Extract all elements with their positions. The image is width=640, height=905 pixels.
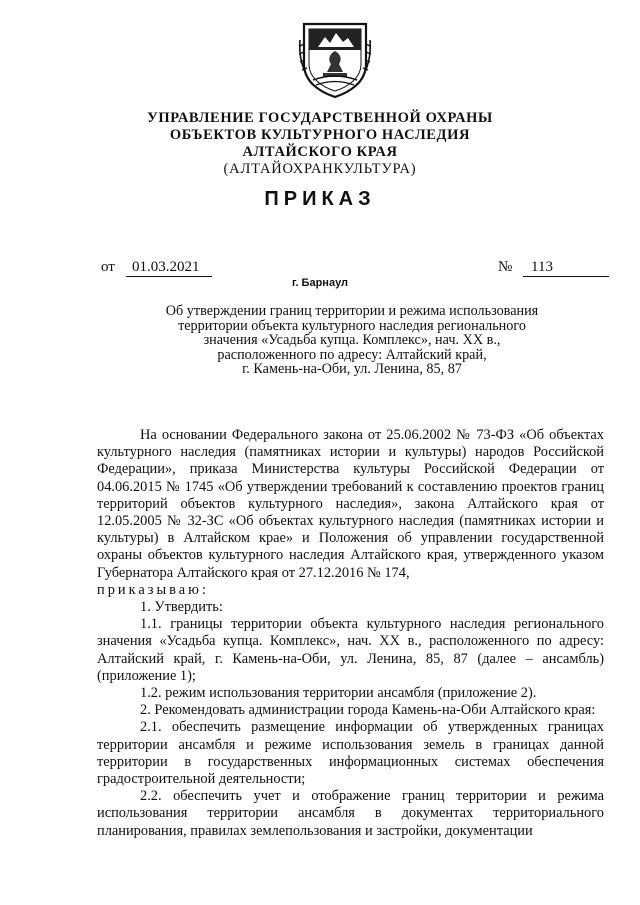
order-item-2-1: 2.1. обеспечить размещение информации об утвержденных границах территории ансамбля и режиме использования земель в границах данной территории в государственных информационных системах обеспечения градостроительной деятельности; (97, 719, 604, 788)
order-item-1-2: 1.2. режим использования территории ансамбля (приложение 2). (140, 685, 537, 702)
document-date: 01.03.2021 (126, 259, 212, 277)
order-item-1: 1. Утвердить: (140, 599, 223, 616)
preamble-paragraph: На основании Федерального закона от 25.06.2002 № 73-ФЗ «Об объектах культурного наследия (памятниках истории и культуры) народов Российской Федерации», приказа Министерства культуры Российской Федерации от 04.06.2015 № 1745 «Об утверждении требований к составлению проектов границ территорий объектов культурного наследия», закона Алтайского края от 12.05.2005 № 32-ЗС «Об объектах культурного наследия (памятниках истории и культуры) в Алтайском крае» и Положения об управлении государственной охраны объектов культурного наследия Алтайского края, утвержденного указом Губернатора Алтайского края от 27.12.2016 № 174, (97, 427, 604, 581)
subject-line: значения «Усадьба купца. Комплекс», нач. XX в., (203, 332, 501, 348)
org-abbreviation: (АЛТАЙОХРАНКУЛЬТУРА) (223, 161, 417, 177)
subject-line: Об утверждении границ территории и режима использования (165, 303, 539, 319)
order-item-1-1: 1.1. границы территории объекта культурного наследия регионального значения «Усадьба купца. Комплекс», нач. XX в., расположенного по адресу: Алтайский край, г. Камень-на-Оби, ул. Ленина, 85, 87 (далее – ансамбль) (приложение 1); (97, 616, 604, 684)
subject-line: расположенного по адресу: Алтайский край, (217, 346, 487, 363)
document-subject (118, 304, 586, 377)
org-name-line-3: АЛТАЙСКОГО КРАЯ (242, 144, 398, 160)
altai-coat-of-arms-emblem (298, 20, 372, 100)
document-type-title: ПРИКАЗ (264, 188, 376, 210)
order-item-2-2: 2.2. обеспечить учет и отображение границ территории и режима использования территории ансамбля в документах территориального планирования, правилах землепользования и застройки, документации (97, 788, 604, 839)
order-word: приказываю: (97, 581, 209, 598)
subject-line: территории объекта культурного наследия регионального (178, 317, 526, 334)
order-item-2: 2. Рекомендовать администрации города Камень-на-Оби Алтайского края: (140, 702, 596, 719)
org-name-line-1: УПРАВЛЕНИЕ ГОСУДАРСТВЕННОЙ ОХРАНЫ (147, 110, 493, 126)
org-name-line-2: ОБЪЕКТОВ КУЛЬТУРНОГО НАСЛЕДИЯ (169, 127, 471, 143)
number-prefix: № (498, 259, 513, 275)
document-number: 113 (523, 259, 609, 277)
document-body (97, 427, 604, 840)
document-city: г. Барнаул (291, 277, 349, 289)
date-prefix: от (101, 259, 115, 275)
subject-line: г. Камень-на-Оби, ул. Ленина, 85, 87 (242, 361, 462, 377)
